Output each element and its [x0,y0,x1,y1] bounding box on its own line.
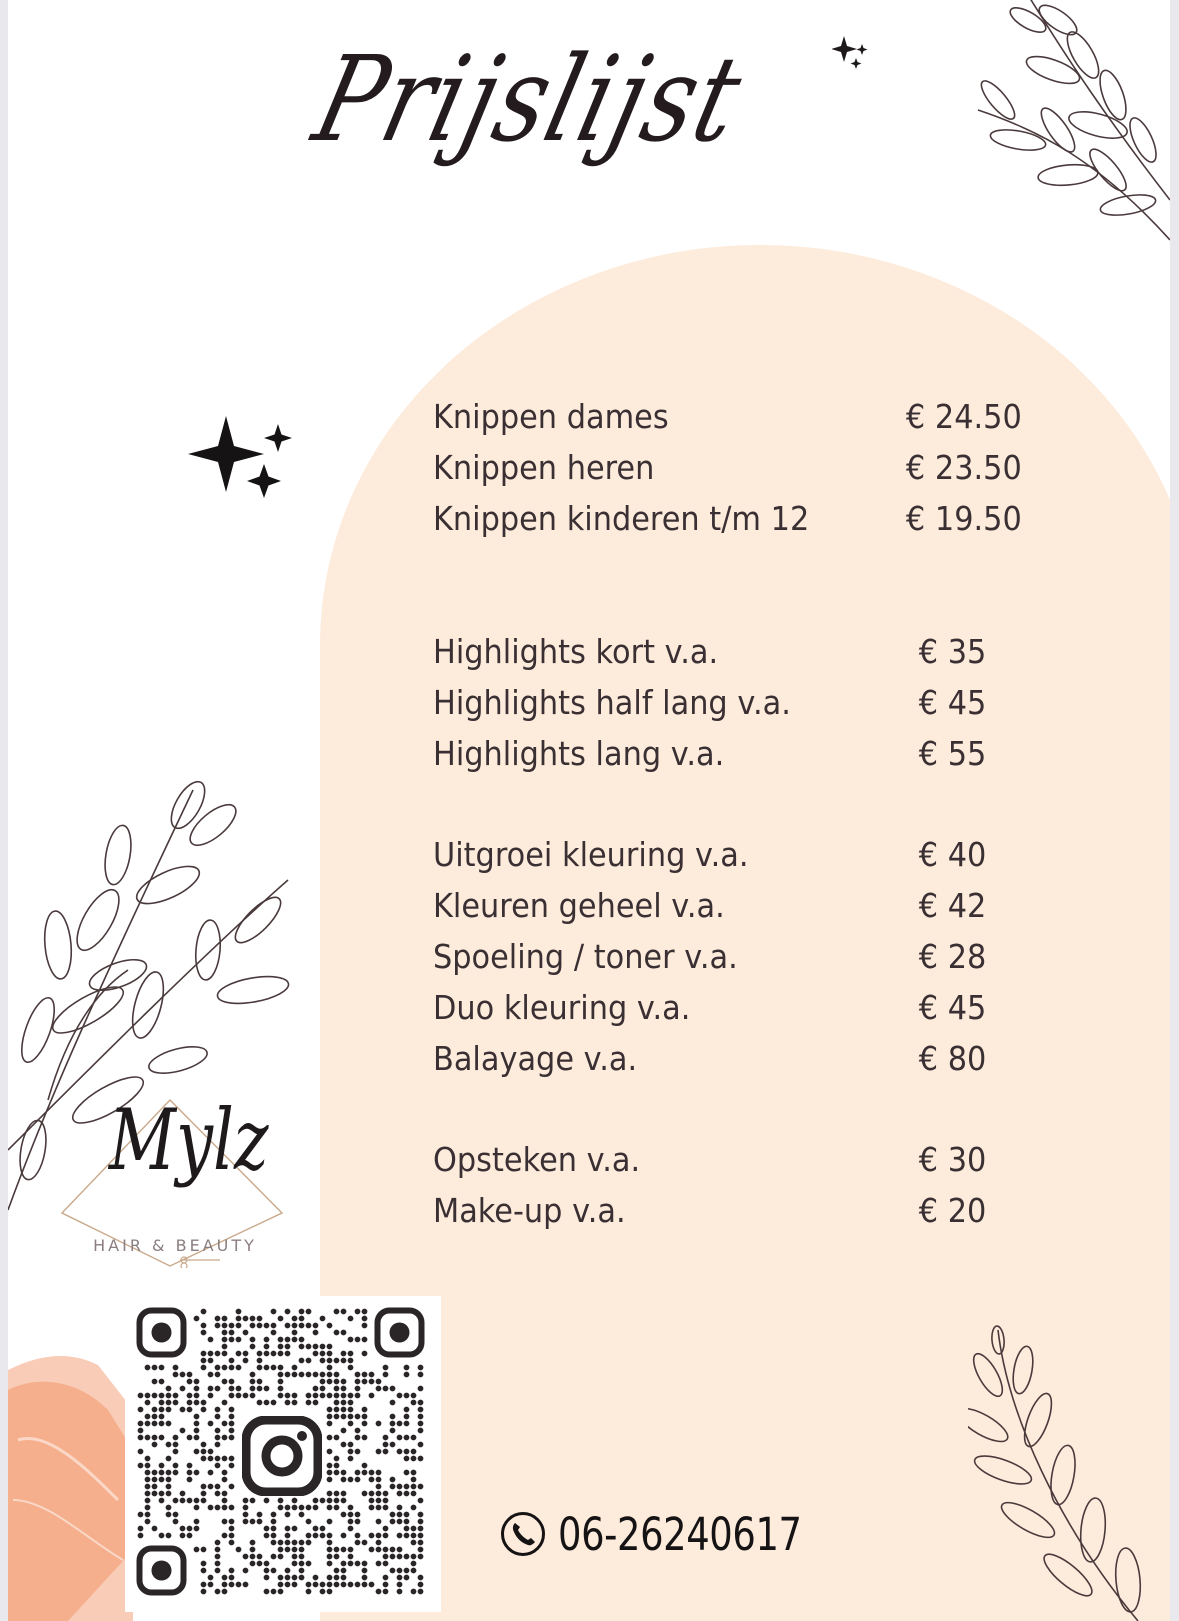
service-name: Knippen heren [433,448,655,487]
service-price: € 20 [918,1191,987,1230]
price-group-highlights [433,626,1022,779]
service-price: € 45 [918,988,987,1027]
price-group-styling [433,1134,1022,1236]
price-row [433,442,1022,493]
service-price: € 35 [918,632,987,671]
service-name: Highlights kort v.a. [433,632,719,671]
price-row [433,1033,1022,1084]
brush-stroke-decoration [8,1350,133,1621]
service-name: Opsteken v.a. [433,1140,641,1179]
price-row [433,982,1022,1033]
service-name: Spoeling / toner v.a. [433,937,738,976]
price-row [433,880,1022,931]
phone-icon [500,1511,546,1557]
brand-logo [60,1091,290,1268]
price-list [433,391,1022,1236]
service-price: € 80 [918,1039,987,1078]
service-name: Duo kleuring v.a. [433,988,691,1027]
price-row [433,1134,1022,1185]
service-price: € 23.50 [905,448,1022,487]
service-price: € 42 [918,886,987,925]
instagram-qr-code[interactable] [125,1296,441,1612]
price-row [433,626,1022,677]
price-row [433,493,1022,544]
service-name: Balayage v.a. [433,1039,638,1078]
logo-wordmark: Mylz [108,1091,269,1189]
service-price: € 40 [918,835,987,874]
service-name: Make-up v.a. [433,1191,626,1230]
instagram-icon [242,1416,322,1496]
price-group-color [433,829,1022,1084]
contact-phone[interactable] [500,1506,855,1562]
price-row [433,931,1022,982]
service-price: € 24.50 [905,397,1022,436]
price-row [433,677,1022,728]
service-name: Knippen dames [433,397,669,436]
price-row [433,829,1022,880]
sparkle-large-icon [188,412,298,504]
service-name: Uitgroei kleuring v.a. [433,835,749,874]
service-name: Highlights lang v.a. [433,734,725,773]
logo-tagline: HAIR & BEAUTY [93,1236,257,1255]
phone-number: 06-26240617 [558,1507,802,1561]
price-row [433,1185,1022,1236]
service-price: € 19.50 [905,499,1022,538]
service-price: € 55 [918,734,987,773]
service-name: Kleuren geheel v.a. [433,886,725,925]
service-price: € 45 [918,683,987,722]
service-price: € 30 [918,1140,987,1179]
price-row [433,728,1022,779]
service-name: Highlights half lang v.a. [433,683,791,722]
price-row [433,391,1022,442]
service-price: € 28 [918,937,987,976]
service-name: Knippen kinderen t/m 12 [433,499,810,538]
price-list-flyer [8,0,1170,1621]
page-title: Prijslijst [302,30,756,168]
price-group-cuts [433,391,1022,544]
leaf-branch-bottom-right-icon [968,1325,1170,1621]
